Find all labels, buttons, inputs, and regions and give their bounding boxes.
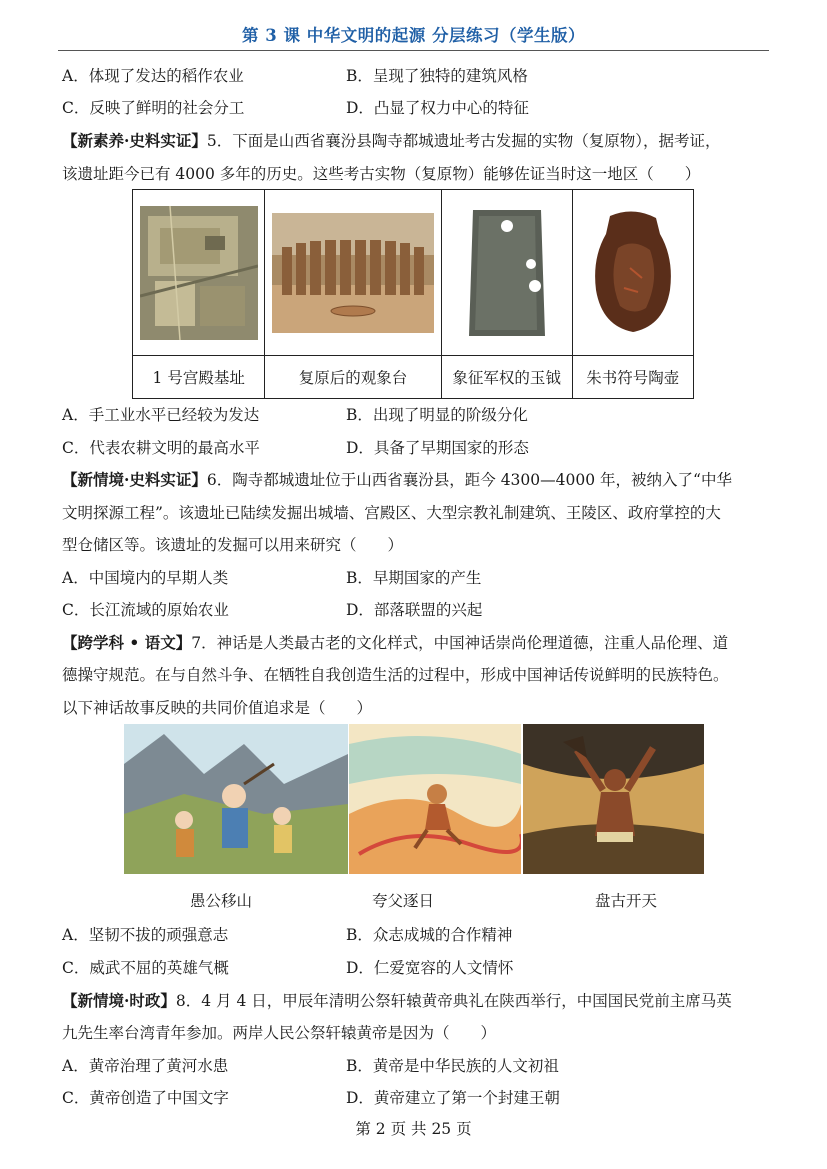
q4-option-row	[62, 64, 762, 86]
q8-stem-text: 8．4 月 4 日，甲辰年清明公祭轩辕黄帝典礼在陕西举行，中国国民党前主席马英	[175, 992, 732, 1010]
q8-option-row	[62, 1086, 762, 1108]
q5-option-d[interactable]: D．具备了早期国家的形态	[346, 439, 529, 457]
q7-stem-line-3: 以下神话故事反映的共同价值追求是（ ）	[62, 699, 373, 717]
q4-option-a[interactable]: A．体现了发达的稻作农业	[62, 67, 244, 85]
q4-option-row	[62, 96, 762, 118]
jade-yue-axe-photo	[465, 206, 549, 340]
myth-caption: 愚公移山	[190, 892, 253, 910]
q5-stem-line-1	[62, 129, 721, 151]
q8-option-c[interactable]: C．黄帝创造了中国文字	[62, 1089, 229, 1107]
q6-option-row	[62, 598, 762, 620]
myth-caption: 夸父逐日	[372, 892, 435, 910]
q5-stem-line-2: 该遗址距今已有 4000 多年的历史。这些考古实物（复原物）能够佐证当时这一地区（ ）	[62, 165, 701, 183]
q6-option-row	[62, 566, 762, 588]
q6-tag: 【新情境·史料实证】	[62, 470, 207, 489]
q6-option-c[interactable]: C．长江流域的原始农业	[62, 601, 229, 619]
q8-option-b[interactable]: B．黄帝是中华民族的人文初祖	[346, 1057, 559, 1075]
page-number: 第 2 页 共 25 页	[355, 1120, 472, 1138]
q6-option-b[interactable]: B．早期国家的产生	[346, 569, 482, 587]
q4-option-b[interactable]: B．呈现了独特的建筑风格	[346, 67, 528, 85]
q7-option-d[interactable]: D．仁爱宽容的人文情怀	[346, 959, 514, 977]
q8-tag: 【新情境·时政】	[62, 991, 176, 1010]
q7-tag: 【跨学科 • 语文】	[62, 633, 192, 652]
q5-option-row	[62, 403, 762, 425]
artifact-caption: 1 号宫殿基址	[133, 356, 265, 399]
q6-stem-line-3: 型仓储区等。该遗址的发掘可以用来研究（ ）	[62, 536, 404, 554]
q7-stem-line-2: 德操守规范。在与自然斗争、在牺牲自我创造生活的过程中，形成中国神话传说鲜明的民族特色。	[62, 666, 729, 684]
q6-stem-line-1	[62, 468, 732, 490]
yugong-moves-mountain-illustration	[124, 724, 348, 874]
header-divider	[58, 50, 769, 51]
q4-option-d[interactable]: D．凸显了权力中心的特征	[346, 99, 529, 117]
q5-option-a[interactable]: A．手工业水平已经较为发达	[62, 406, 260, 424]
artifact-caption: 复原后的观象台	[265, 356, 441, 399]
pangu-creates-world-illustration	[523, 724, 704, 874]
q8-stem-line-2: 九先生率台湾青年参加。两岸人民公祭轩辕黄帝是因为（ ）	[62, 1024, 497, 1042]
q7-option-b[interactable]: B．众志成城的合作精神	[346, 926, 513, 944]
observatory-restored-photo	[272, 213, 434, 333]
q5-option-row	[62, 436, 762, 458]
q4-option-c[interactable]: C．反映了鲜明的社会分工	[62, 99, 245, 117]
q7-option-a[interactable]: A．坚韧不拔的顽强意志	[62, 926, 229, 944]
q5-option-b[interactable]: B．出现了明显的阶级分化	[346, 406, 528, 424]
q8-option-row	[62, 1054, 762, 1076]
kuafu-chases-sun-illustration	[349, 724, 521, 874]
artifact-caption: 象征军权的玉钺	[441, 356, 572, 399]
q7-stem-text: 7．神话是人类最古老的文化样式，中国神话崇尚伦理道德，注重人品伦理、道	[191, 634, 729, 652]
q7-stem-line-1	[62, 631, 728, 653]
q8-stem-line-1	[62, 989, 732, 1011]
q5-tag: 【新素养·史料实证】	[62, 131, 207, 150]
q5-option-c[interactable]: C．代表农耕文明的最高水平	[62, 439, 260, 457]
q5-stem-text: 5．下面是山西省襄汾县陶寺都城遗址考古发掘的实物（复原物），据考证，	[206, 132, 721, 150]
q8-option-d[interactable]: D．黄帝建立了第一个封建王朝	[346, 1089, 560, 1107]
myth-caption: 盘古开天	[595, 892, 658, 910]
painted-pottery-pot-photo	[590, 208, 676, 338]
q6-option-d[interactable]: D．部落联盟的兴起	[346, 601, 483, 619]
q8-option-a[interactable]: A．黄帝治理了黄河水患	[62, 1057, 229, 1075]
q6-stem-line-2: 文明探源工程”。该遗址已陆续发掘出城墙、宫殿区、大型宗教礼制建筑、王陵区、政府掌控的大	[62, 504, 721, 522]
q7-option-c[interactable]: C．威武不屈的英雄气概	[62, 959, 229, 977]
q6-option-a[interactable]: A．中国境内的早期人类	[62, 569, 229, 587]
q5-artifact-table	[132, 189, 694, 399]
q6-stem-text: 6．陶寺都城遗址位于山西省襄汾县，距今 4300—4000 年，被纳入了“中华	[206, 471, 732, 489]
q7-option-row	[62, 923, 762, 945]
page-title: 第 3 课 中华文明的起源 分层练习（学生版）	[242, 26, 585, 45]
palace-foundation-aerial-photo	[140, 206, 258, 340]
q7-option-row	[62, 956, 762, 978]
artifact-caption: 朱书符号陶壶	[572, 356, 693, 399]
